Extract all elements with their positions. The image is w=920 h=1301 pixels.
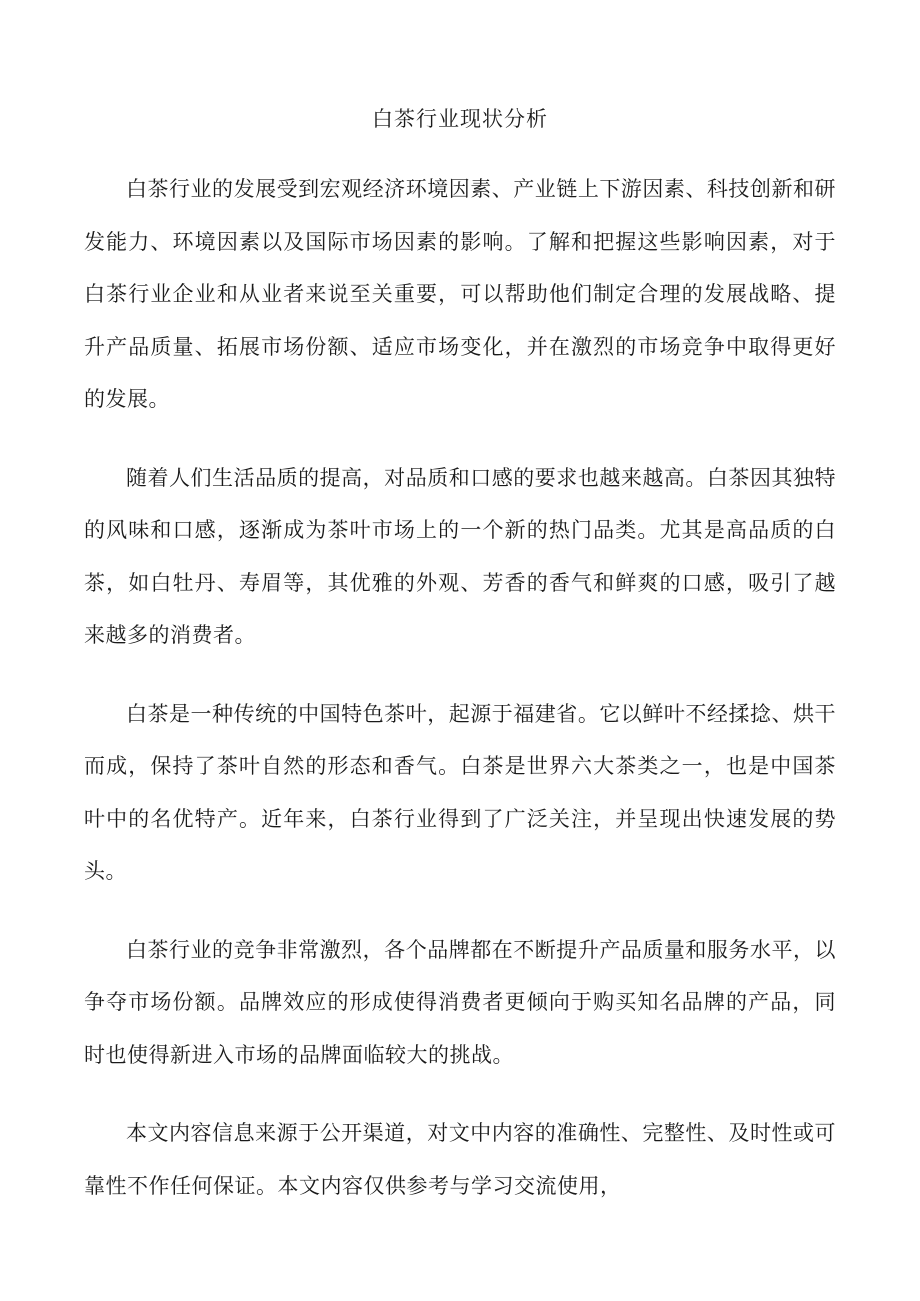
paragraph-2: 随着人们生活品质的提高，对品质和口感的要求也越来越高。白茶因其独特的风味和口感，逐渐成为茶叶市场上的一个新的热门品类。尤其是高品质的白茶，如白牡丹、寿眉等，其优雅的外观、芳香的香气和鲜爽的口感，吸引了越来越多的消费者。 <box>84 465 836 647</box>
paragraph-5: 本文内容信息来源于公开渠道，对文中内容的准确性、完整性、及时性或可靠性不作任何保证。本文内容仅供参考与学习交流使用， <box>84 1121 836 1198</box>
paragraph-1: 白茶行业的发展受到宏观经济环境因素、产业链上下游因素、科技创新和研发能力、环境因素以及国际市场因素的影响。了解和把握这些影响因素，对于白茶行业企业和从业者来说至关重要，可以帮助他们制定合理的发展战略、提升产品质量、拓展市场份额、适应市场变化，并在激烈的市场竞争中取得更好的发展。 <box>84 177 836 411</box>
paragraph-3: 白茶是一种传统的中国特色茶叶，起源于福建省。它以鲜叶不经揉捻、烘干而成，保持了茶叶自然的形态和香气。白茶是世界六大茶类之一，也是中国茶叶中的名优特产。近年来，白茶行业得到了广泛关注，并呈现出快速发展的势头。 <box>84 701 836 883</box>
paragraph-4: 白茶行业的竞争非常激烈，各个品牌都在不断提升产品质量和服务水平，以争夺市场份额。品牌效应的形成使得消费者更倾向于购买知名品牌的产品，同时也使得新进入市场的品牌面临较大的挑战。 <box>84 937 836 1067</box>
document-body <box>84 163 836 1238</box>
document-title: 白茶行业现状分析 <box>372 107 548 131</box>
